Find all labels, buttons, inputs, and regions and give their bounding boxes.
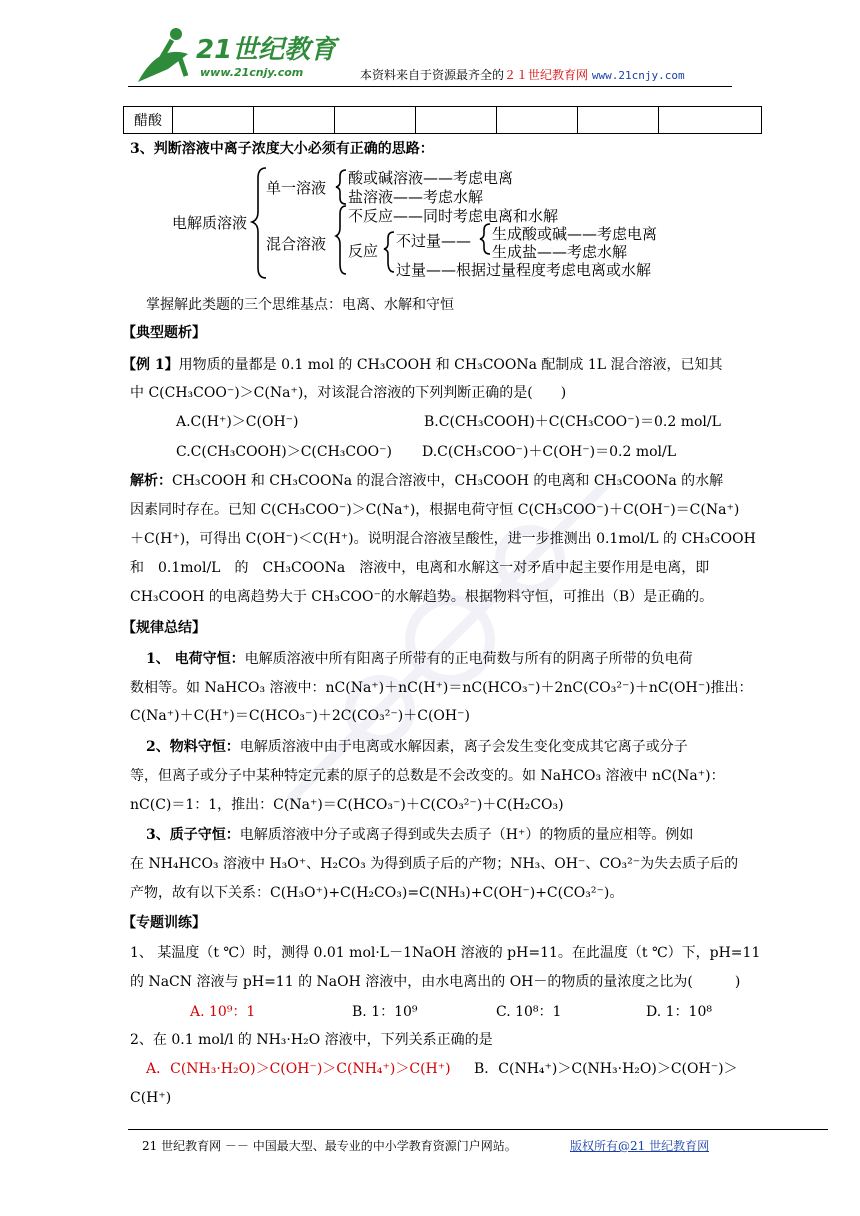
diagram-excess: 过量——根据过量程度考虑电离或水解: [396, 261, 652, 279]
acid-table: [123, 106, 762, 134]
table-cell: [335, 107, 416, 134]
rule1-line1: 电解质溶液中所有阳离子所带有的正电荷数与所有的阴离子所带的负电荷: [244, 651, 693, 667]
site-logo: [128, 24, 348, 86]
rule3-label: 3、质子守恒：: [146, 827, 240, 843]
footer-copyright-link[interactable]: 版权所有@21 世纪教育网: [570, 1139, 710, 1153]
q1-option-b: B. 1：10⁹: [352, 1004, 418, 1020]
option-c: C.C(CH₃COOH)＞C(CH₃COO⁻): [176, 444, 392, 460]
rule1-line3: C(Na⁺)＋C(H⁺)＝C(HCO₃⁻)＋2C(CO₃²⁻)＋C(OH⁻): [130, 708, 470, 724]
diagram-acid-base: 酸或碱溶液——考虑电离: [348, 169, 514, 187]
diagram-mixed: 混合溶液: [266, 235, 327, 253]
option-a: A.C(H⁺)＞C(OH⁻): [176, 414, 299, 430]
q1-option-d: D. 1：10⁸: [646, 1004, 712, 1020]
analysis-label: 解析：: [130, 473, 172, 489]
header-note-highlight: ２１世纪教育网: [504, 68, 589, 82]
section3-summary: 掌握解此类题的三个思维基点：电离、水解和守恒: [146, 297, 454, 313]
header-note-url[interactable]: www.21cnjy.com: [591, 69, 685, 82]
diagram-react: 反应: [348, 242, 379, 260]
rule3-line1: 电解质溶液中分子或离子得到或失去质子（H⁺）的物质的量应相等。例如: [239, 827, 694, 843]
diagram-gen-acid: 生成酸或碱——考虑电离: [492, 225, 658, 243]
section3-title: 3、判断溶液中离子浓度大小必须有正确的思路：: [130, 141, 434, 157]
q1-line2: 的 NaCN 溶液与 pH=11 的 NaOH 溶液中，由水电离出的 OH－的物质的量浓度之比为( ): [130, 974, 741, 990]
diagram-gen-salt: 生成盐——考虑水解: [492, 243, 628, 261]
diagram-single: 单一溶液: [266, 179, 327, 197]
header-divider: [128, 86, 732, 87]
training-heading: 【专题训练】: [122, 915, 206, 931]
diagram-no-react: 不反应——同时考虑电离和水解: [348, 207, 559, 225]
table-cell: [416, 107, 497, 134]
q2-option-a: A．C(NH₃·H₂O)＞C(OH⁻)＞C(NH₄⁺)＞C(H⁺): [146, 1061, 451, 1077]
option-b: B.C(CH₃COOH)＋C(CH₃COO⁻)＝0.2 mol/L: [424, 414, 721, 430]
table-cell: [578, 107, 659, 134]
table-cell: [254, 107, 335, 134]
table-cell: [173, 107, 254, 134]
q1-option-c: C. 10⁸：1: [496, 1004, 562, 1020]
rule1-label: 1、 电荷守恒：: [146, 651, 245, 667]
analysis-line5: CH₃COOH 的电离趋势大于 CH₃COO⁻的水解趋势。根据物料守恒，可推出（B）是正确的。: [130, 589, 714, 605]
q2-option-b: B．C(NH₄⁺)＞C(NH₃·H₂O)＞C(OH⁻)＞: [474, 1061, 738, 1077]
rule3-line2: 在 NH₄HCO₃ 溶液中 H₃O⁺、H₂CO₃ 为得到质子后的产物；NH₃、OH⁻、CO₃²⁻为失去质子后的: [130, 856, 739, 872]
footer-text: 21 世纪教育网 －－ 中国最大型、最专业的中小学教育资源门户网站。: [142, 1139, 517, 1153]
rule2-line3: nC(C)＝1：1，推出：C(Na⁺)＝C(HCO₃⁻)＋C(CO₃²⁻)＋C(H₂CO₃): [130, 797, 564, 813]
logo-brand-text: 21世纪教育: [196, 35, 337, 65]
table-cell: [497, 107, 578, 134]
table-row-label: 醋酸: [124, 107, 173, 134]
analysis-line1: CH₃COOH 和 CH₃COONa 的混合溶液中，CH₃COOH 的电离和 CH₃COONa 的水解: [172, 473, 724, 489]
example-line1: 用物质的量都是 0.1 mol 的 CH₃COOH 和 CH₃COONa 配制成 1L 混合溶液，已知其: [178, 357, 723, 373]
q2-option-b-cont: C(H⁺): [130, 1090, 172, 1106]
rule1-line2: 数相等。如 NaHCO₃ 溶液中：nC(Na⁺)＋nC(H⁺)＝nC(HCO₃⁻)＋2nC(CO₃²⁻)＋nC(OH⁻)推出：: [130, 680, 753, 696]
analysis-line4: 和 0.1mol/L 的 CH₃COONa 溶液中，电离和水解这一对矛盾中起主要作用是电离，即: [130, 560, 710, 576]
example-line2: 中 C(CH₃COO⁻)＞C(Na⁺)，对该混合溶液的下列判断正确的是( ): [130, 385, 567, 401]
q2-line1: 2、在 0.1 mol/l 的 NH₃·H₂O 溶液中，下列关系正确的是: [130, 1032, 493, 1048]
header-note: [360, 66, 685, 83]
rule2-label: 2、物料守恒：: [146, 739, 240, 755]
q1-line1: 1、 某温度（t ℃）时，测得 0.01 mol·L－1NaOH 溶液的 pH=11。在此温度（t ℃）下，pH=11: [130, 945, 761, 961]
header-note-prefix: 本资料来自于资源最齐全的: [360, 68, 505, 82]
option-d: D.C(CH₃COO⁻)＋C(OH⁻)＝0.2 mol/L: [422, 444, 677, 460]
analysis-line3: ＋C(H⁺)，可得出 C(OH⁻)＜C(H⁺)。说明混合溶液呈酸性，进一步推测出 0.1mol/L 的 CH₃COOH: [130, 531, 756, 547]
q1-option-a: A. 10⁹：1: [190, 1004, 256, 1020]
diagram-not-excess: 不过量——: [396, 232, 472, 250]
rule2-line1: 电解质溶液中由于电离或水解因素，离子会发生变化变成其它离子或分子: [239, 739, 688, 755]
typical-heading: 【典型题析】: [122, 325, 206, 341]
footer-divider: [128, 1129, 828, 1130]
logo-url-text: www.21cnjy.com: [200, 66, 304, 79]
rule2-line2: 等，但离子或分子中某种特定元素的原子的总数是不会改变的。如 NaHCO₃ 溶液中 nC(Na⁺)：: [130, 768, 725, 784]
example-label: 【例 1】: [122, 357, 179, 373]
table-row: [124, 107, 762, 134]
table-cell: [659, 107, 762, 134]
diagram-root: 电解质溶液: [172, 214, 248, 232]
rule3-line3: 产物，故有以下关系：C(H₃O⁺)+C(H₂CO₃)=C(NH₃)+C(OH⁻)+C(CO₃²⁻)。: [130, 885, 624, 901]
analysis-line2: 因素同时存在。已知 C(CH₃COO⁻)＞C(Na⁺)，根据电荷守恒 C(CH₃COO⁻)＋C(OH⁻)＝C(Na⁺): [130, 502, 740, 518]
rules-heading: 【规律总结】: [122, 620, 206, 636]
diagram-salt: 盐溶液——考虑水解: [348, 188, 484, 206]
